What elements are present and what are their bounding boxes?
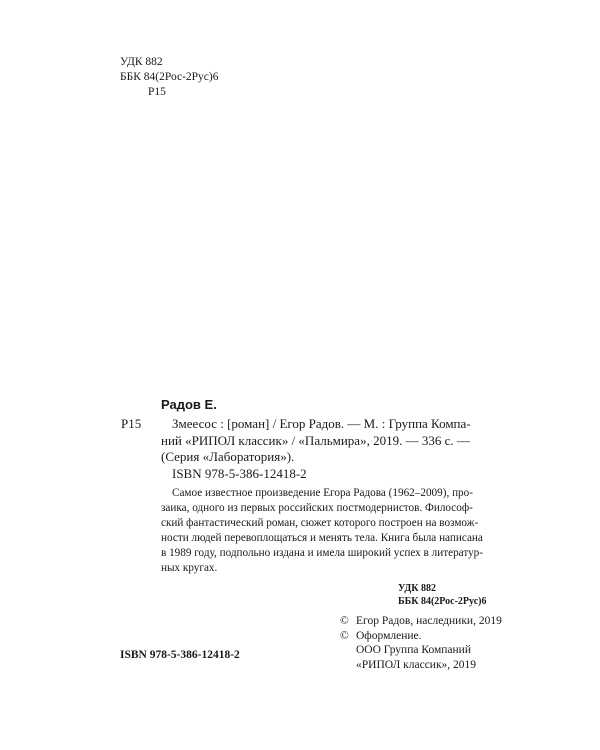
annotation xyxy=(161,486,485,576)
bib-line: Змеесос : [роман] / Егор Радов. — М. : Группа Компа- xyxy=(172,416,471,431)
udk-code-bottom: УДК 882 xyxy=(398,583,436,594)
copyright-row xyxy=(340,658,502,673)
copyright-block xyxy=(340,614,502,672)
isbn-main: ISBN 978-5-386-12418-2 xyxy=(172,466,307,481)
copyright-row xyxy=(340,643,502,658)
annotation-line: Самое известное произведение Егора Радова (1962–2009), про- xyxy=(172,487,473,499)
bib-line: (Серия «Лаборатория»). xyxy=(161,449,295,464)
copyright-text: Егор Радов, наследники, 2019 xyxy=(356,615,502,627)
copyright-text: Оформление. xyxy=(356,629,422,642)
isbn-bottom: ISBN 978-5-386-12418-2 xyxy=(120,649,240,661)
bib-line: ний «РИПОЛ классик» / «Пальмира», 2019. — 336 с. — xyxy=(161,432,470,448)
copyright-text: «РИПОЛ классик», 2019 xyxy=(356,658,477,671)
bbk-code: ББК 84(2Рос-2Рус)6 xyxy=(120,71,219,83)
side-author-code: Р15 xyxy=(121,416,142,431)
annotation-line: ский фантастический роман, сюжет которого построен на возмож- xyxy=(161,517,479,529)
copyright-icon: © xyxy=(340,629,349,642)
author-code: Р15 xyxy=(148,86,166,98)
copyright-row xyxy=(340,614,502,629)
copyright-text: ООО Группа Компаний xyxy=(356,644,471,656)
bottom-classification xyxy=(398,582,487,608)
annotation-line: ности людей перевоплощаться и менять тела. Книга была написана xyxy=(161,532,483,544)
annotation-line: ных кругах. xyxy=(161,562,218,574)
copyright-row xyxy=(340,629,502,644)
bibliographic-description xyxy=(161,416,485,466)
top-classification xyxy=(120,55,219,100)
annotation-line: заика, одного из первых российских постмодернистов. Философ- xyxy=(161,502,473,514)
author-heading: Радов Е. xyxy=(161,397,217,412)
bbk-code-bottom: ББК 84(2Рос-2Рус)6 xyxy=(398,596,487,607)
annotation-line: в 1989 году, подпольно издана и имела широкий успех в литератур- xyxy=(161,547,483,559)
copyright-icon: © xyxy=(340,615,349,627)
udk-code: УДК 882 xyxy=(120,56,163,68)
